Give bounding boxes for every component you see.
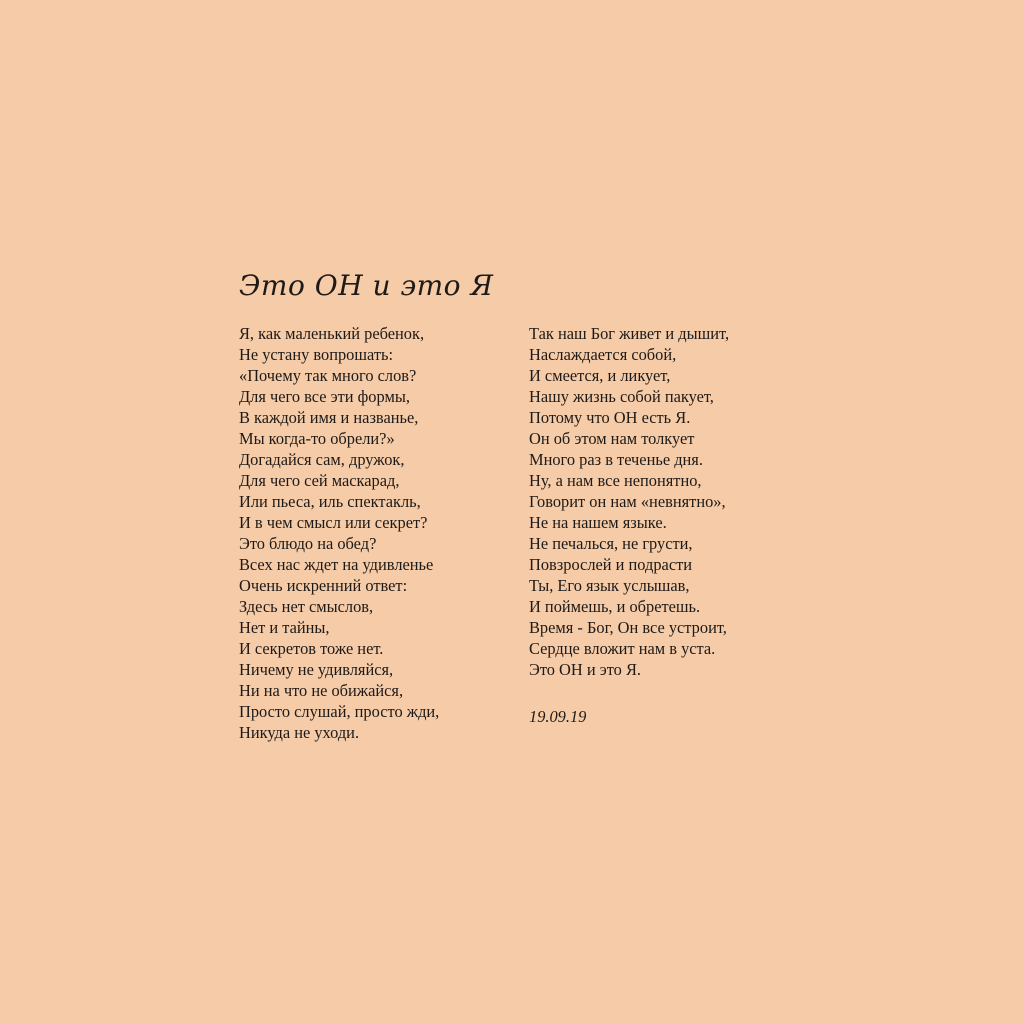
verse-line: Потому что ОН есть Я.	[529, 408, 691, 427]
verse-line: Нет и тайны,	[239, 618, 330, 637]
poem-title: Это ОН и это Я	[239, 269, 494, 302]
verse-line: И поймешь, и обретешь.	[529, 597, 701, 616]
verse-line: Это ОН и это Я.	[529, 660, 642, 679]
verse-line: Не устану вопрошать:	[239, 345, 394, 364]
verse-line: Ничему не удивляйся,	[239, 660, 394, 679]
verse-line: Наслаждается собой,	[529, 345, 677, 364]
poem-date: 19.09.19	[529, 707, 587, 726]
verse-line: Догадайся сам, дружок,	[239, 450, 405, 469]
verse-line: «Почему так много слов?	[239, 366, 417, 385]
verse-line: Говорит он нам «невнятно»,	[529, 492, 726, 511]
verse-line: Для чего все эти формы,	[239, 387, 410, 406]
verse-line: Не печалься, не грусти,	[529, 534, 693, 553]
verse-line: Всех нас ждет на удивленье	[239, 555, 434, 574]
verse-line: И в чем смысл или секрет?	[239, 513, 428, 532]
verse-line: И секретов тоже нет.	[239, 639, 384, 658]
verse-line: Много раз в теченье дня.	[529, 450, 703, 469]
verse-line: Я, как маленький ребенок,	[239, 324, 425, 343]
verse-line: Ты, Его язык услышав,	[529, 576, 690, 595]
verse-line: Повзрослей и подрасти	[529, 555, 693, 574]
verse-line: Для чего сей маскарад,	[239, 471, 400, 490]
poem-right-column	[529, 323, 729, 680]
verse-line: Не на нашем языке.	[529, 513, 667, 532]
verse-line: Или пьеса, иль спектакль,	[239, 492, 421, 511]
verse-line: Очень искренний ответ:	[239, 576, 408, 595]
verse-line: Это блюдо на обед?	[239, 534, 377, 553]
verse-line: Сердце вложит нам в уста.	[529, 639, 716, 658]
verse-line: Просто слушай, просто жди,	[239, 702, 440, 721]
verse-line: Никуда не уходи.	[239, 723, 360, 742]
verse-line: Здесь нет смыслов,	[239, 597, 374, 616]
verse-line: Так наш Бог живет и дышит,	[529, 324, 730, 343]
verse-line: Мы когда-то обрели?»	[239, 429, 395, 448]
verse-line: И смеется, и ликует,	[529, 366, 671, 385]
verse-line: Ни на что не обижайся,	[239, 681, 404, 700]
verse-line: Нашу жизнь собой пакует,	[529, 387, 714, 406]
verse-line: Время - Бог, Он все устроит,	[529, 618, 727, 637]
poem-left-column	[239, 323, 439, 743]
verse-line: Ну, а нам все непонятно,	[529, 471, 702, 490]
verse-line: В каждой имя и названье,	[239, 408, 419, 427]
verse-line: Он об этом нам толкует	[529, 429, 695, 448]
